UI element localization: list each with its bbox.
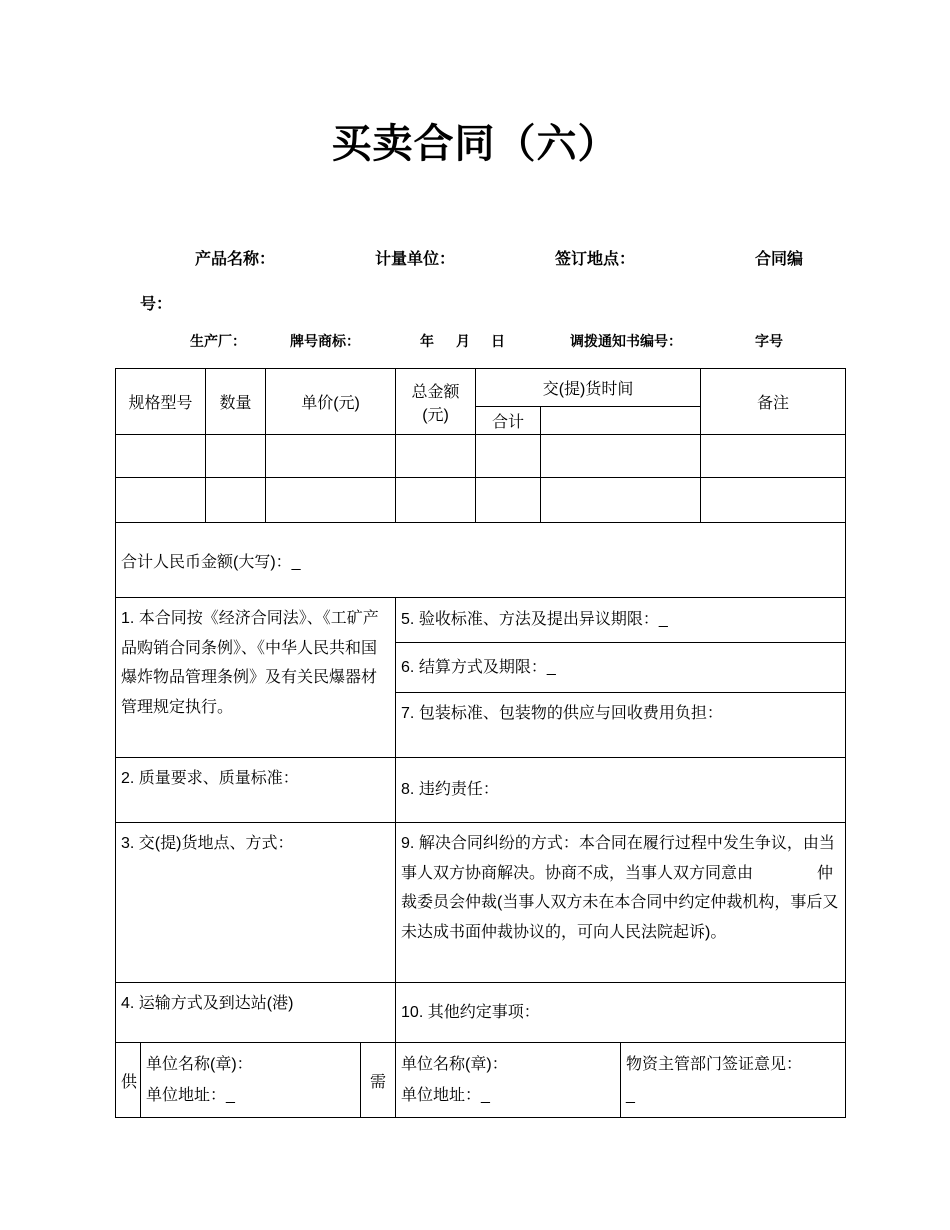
total-amount-line1: 总金额 <box>411 383 460 401</box>
subtotal-header-cell: 合计 <box>476 407 541 435</box>
empty-cell-remark-1 <box>701 435 846 478</box>
month-label: 月 <box>456 333 470 349</box>
col-header-quantity: 数量 <box>206 369 266 435</box>
empty-cell-spec-1 <box>116 435 206 478</box>
col-header-spec-model: 规格型号 <box>116 369 206 435</box>
signing-place-label: 签订地点： <box>555 251 636 268</box>
contract-no-label-part1: 合同编 <box>755 251 804 268</box>
clause-9-dispute-resolution: 9. 解决合同纠纷的方式：本合同在履行过程中发生争议，由当事人双方协商解决。协商不成，当事人双方同意由 仲裁委员会仲裁(当事人双方未在本合同中约定仲裁机构，事后又未达成书面仲裁协议的，可向人民法院起诉)。 <box>396 823 846 983</box>
demander-unit-name-label: 单位名称(章)： <box>401 1055 508 1073</box>
allocation-notice-no-label: 调拨通知书编号： <box>570 333 682 349</box>
contract-no-label-part2: 号： <box>140 296 173 313</box>
col-header-total-amount <box>396 369 476 435</box>
supplier-info-cell <box>141 1043 361 1118</box>
empty-cell-price-2 <box>266 478 396 523</box>
clause-1-legal-basis: 1. 本合同按《经济合同法》、《工矿产品购销合同条例》、《中华人民共和国爆炸物品管理条例》及有关民爆器材管理规定执行。 <box>116 598 396 758</box>
empty-cell-subtotal-1 <box>476 435 541 478</box>
empty-cell-qty-1 <box>206 435 266 478</box>
empty-cell-spec-2 <box>116 478 206 523</box>
measure-unit-label: 计量单位： <box>375 251 456 268</box>
dept-signature-blank: _ <box>626 1087 635 1104</box>
contract-table <box>115 368 846 1118</box>
dept-signature-label: 物资主管部门签证意见： <box>626 1055 803 1073</box>
clause-4-transport-mode: 4. 运输方式及到达站(港) <box>116 983 396 1043</box>
brand-trademark-label: 牌号商标： <box>290 333 360 349</box>
empty-cell-subtotal-2 <box>476 478 541 523</box>
col-header-remark: 备注 <box>701 369 846 435</box>
document-title: 买卖合同（六） <box>331 122 619 166</box>
clause-2-quality-requirements: 2. 质量要求、质量标准： <box>116 758 396 823</box>
clause-5-acceptance-standard: 5. 验收标准、方法及提出异议期限：_ <box>396 598 846 643</box>
clause-3-delivery-place-method: 3. 交(提)货地点、方式： <box>116 823 396 983</box>
empty-cell-remark-2 <box>701 478 846 523</box>
product-name-label: 产品名称： <box>195 251 276 268</box>
total-amount-in-words-row: 合计人民币金额(大写)：_ <box>116 523 846 598</box>
supplier-unit-address-label: 单位地址：_ <box>146 1087 235 1104</box>
dept-signature-cell <box>621 1043 846 1118</box>
empty-cell-price-1 <box>266 435 396 478</box>
demander-unit-address-label: 单位地址：_ <box>401 1087 490 1104</box>
empty-cell-qty-2 <box>206 478 266 523</box>
delivery-time-subcell <box>541 407 701 435</box>
supplier-side-label: 供 <box>116 1043 141 1118</box>
col-header-delivery-time: 交(提)货时间 <box>476 369 701 407</box>
empty-cell-total-2 <box>396 478 476 523</box>
demander-side-label: 需 <box>361 1043 396 1118</box>
total-amount-line2: (元) <box>422 406 449 424</box>
zi-no-label: 字号 <box>755 333 783 349</box>
clause-10-other-matters: 10. 其他约定事项： <box>396 983 846 1043</box>
supplier-unit-name-label: 单位名称(章)： <box>146 1055 253 1073</box>
clause-6-settlement-terms: 6. 结算方式及期限：_ <box>396 643 846 693</box>
clause-7-packaging-standard: 7. 包装标准、包装物的供应与回收费用负担： <box>396 693 846 758</box>
clause-8-breach-liability: 8. 违约责任： <box>396 758 846 823</box>
empty-cell-delivery-1 <box>541 435 701 478</box>
empty-cell-delivery-2 <box>541 478 701 523</box>
empty-cell-total-1 <box>396 435 476 478</box>
demander-info-cell <box>396 1043 621 1118</box>
col-header-unit-price: 单价(元) <box>266 369 396 435</box>
manufacturer-label: 生产厂： <box>190 333 246 349</box>
year-label: 年 <box>420 333 434 349</box>
day-label: 日 <box>491 333 505 349</box>
